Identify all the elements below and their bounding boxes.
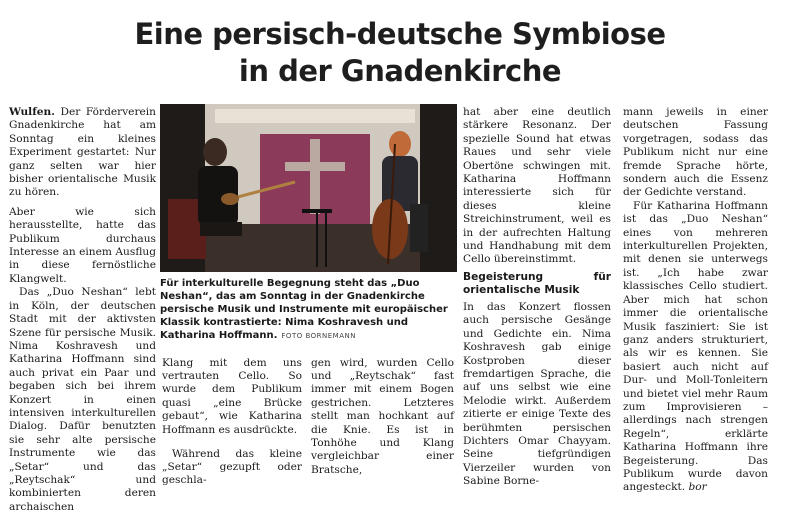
author-initials: bor — [688, 481, 707, 494]
column-1 — [9, 106, 156, 514]
paragraph — [623, 200, 768, 495]
paragraph: Aber wie sich herausstellte, hatte das Publikum durchaus Interesse an einem Ausflug in diese fernöstliche Klangwelt. — [9, 205, 156, 285]
paragraph-text: Für Katharina Hoffmann ist das „Duo Neshan“ eines von mehreren interkulturellen Projekten, mit denen sie unterwegs ist. „Ich habe zwar klassisches Cello studiert. Aber mich hat schon immer die orientalische Musik fasziniert: Sie ist ganz anders strukturiert, als wir es kennen. Sie basiert auch nicht auf Dur- und Moll-Tonleitern und bietet viel mehr Raum zum Improvisieren – allerdings nach strengen Regeln“, erklärte Katharina Hoffmann ihre Begeisterung. Das Publikum wurde davon angesteckt. — [623, 199, 768, 494]
paragraph: Das „Duo Neshan“ lebt in Köln, der deutschen Stadt mit der aktivsten Szene für persische Musik. Nima Koshravesh und Katharina Hoffmann sind auch privat ein Paar und begaben sich bei ihrem Konzert in einen intensiven interkulturellen Dialog. Dafür benutzten sie sehr alte persische Instrumente wie das „Setar“ und das „Reytschak“ und kombinierten deren archaischen — [9, 286, 156, 513]
paragraph: mann jeweils in einer deutschen Fassung vorgetragen, sodass das Publikum nicht nur eine fremde Sprache hörte, sondern auch die Essenz der Gedichte verstand. — [623, 106, 768, 199]
paragraph: gen wird, wurden Cello und „Reytschak“ fast immer mit einem Bogen gestrichen. Letzteres stellt man hochkant auf die Knie. Es ist in Tonhöhe und Klang vergleichbar einer Bratsche, — [311, 356, 454, 476]
paragraph: Während das kleine „Setar“ gezupft oder geschla- — [162, 447, 302, 487]
photo-caption — [160, 277, 457, 343]
lead-text: Der Förderverein Gnadenkirche hat am Sonntag ein kleines Experiment gestartet: Nur ganz selten war hier bisher orientalische Musik zu hören. — [9, 106, 156, 199]
headline — [60, 16, 740, 90]
column-4 — [463, 106, 611, 489]
column-3 — [311, 346, 454, 488]
subheading: Begeisterung für orientalische Musik — [463, 270, 611, 296]
column-2 — [162, 346, 302, 498]
headline-line-2: in der Gnadenkirche — [238, 54, 562, 88]
concert-photo — [160, 104, 457, 272]
caption-text: Für interkulturelle Begegnung steht das „Duo Neshan“, das am Sonntag in der Gnadenkirche persische Musik und Instrumente mit europäischer Klassik kontrastierte: Nima Koshravesh und Katharina Hoffmann. — [160, 278, 448, 341]
paragraph: hat aber eine deutlich stärkere Resonanz. Der spezielle Sound hat etwas Raues und sehr viele Obertöne schwingen mit. Katharina Hoffmann interessierte sich für dieses kleine Streichinstrument, weil es in der aufrechten Haltung und Handhabung mit dem Cello übereinstimmt. — [463, 106, 611, 266]
concert-photo-illustration — [160, 104, 457, 272]
dateline: Wulfen. — [9, 106, 55, 118]
column-5 — [623, 106, 768, 495]
photo-credit: FOTO BORNEMANN — [281, 332, 356, 340]
lead-paragraph — [9, 106, 156, 200]
paragraph: In das Konzert flossen auch persische Gesänge und Gedichte ein. Nima Koshravesh gab einige Kostproben dieser fremdartigen Sprache, die auf uns selbst wie eine Melodie wirkt. Außerdem zitierte er einige Texte des berühmten persischen Dichters Omar Chayyam. Seine tiefgründigen Vierzeiler wurden von Sabine Borne- — [463, 300, 611, 488]
headline-line-1: Eine persisch-deutsche Symbiose — [134, 17, 666, 51]
paragraph: Klang mit dem uns vertrauten Cello. So wurde dem Publikum quasi „eine Brücke gebaut“, wie Katharina Hoffmann es ausdrückte. — [162, 356, 302, 436]
